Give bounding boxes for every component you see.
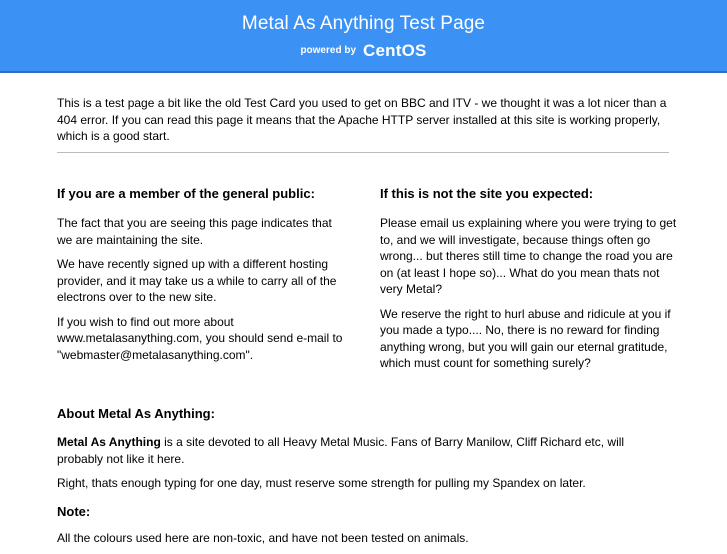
unexpected-site-paragraph: Please email us explaining where you were trying to get to, and we will investigate, because things often go wrong... but theres still time to change the road you are on (at least I hope so)... What do you mean thats not very Metal? bbox=[380, 216, 677, 296]
header-banner bbox=[0, 0, 727, 73]
about-paragraph bbox=[57, 434, 671, 467]
about-section bbox=[57, 406, 671, 554]
unexpected-site-section bbox=[380, 186, 680, 380]
powered-by-label: powered by bbox=[300, 45, 357, 56]
divider bbox=[57, 152, 669, 153]
about-heading: About Metal As Anything: bbox=[57, 406, 215, 421]
centos-logo: CentOS bbox=[363, 41, 427, 60]
general-public-paragraph: The fact that you are seeing this page indicates that we are maintaining the site. bbox=[57, 216, 332, 247]
general-public-heading: If you are a member of the general public: bbox=[57, 186, 315, 201]
general-public-section bbox=[57, 186, 347, 371]
note-heading: Note: bbox=[57, 503, 91, 519]
site-name: Metal As Anything bbox=[57, 435, 161, 449]
intro-paragraph: This is a test page a bit like the old Test Card you used to get on BBC and ITV - we thought it was a lot nicer than a 404 error. If you can read this page it means that the Apache HTTP server installed at this site is working properly, which is a good start. bbox=[57, 96, 667, 143]
about-description: is a site devoted to all Heavy Metal Music. Fans of Barry Manilow, Cliff Richard etc, will probably not like it here. bbox=[57, 435, 625, 466]
page-title: Metal As Anything Test Page bbox=[241, 13, 486, 34]
general-public-paragraph: We have recently signed up with a different hosting provider, and it may take us a while to carry all of the electrons over to the new site. bbox=[57, 257, 337, 304]
unexpected-site-heading: If this is not the site you expected: bbox=[380, 186, 594, 201]
powered-by-line bbox=[0, 41, 727, 61]
about-paragraph-2: Right, thats enough typing for one day, must reserve some strength for pulling my Spandex on later. bbox=[57, 476, 586, 490]
note-text: All the colours used here are non-toxic, and have not been tested on animals. bbox=[57, 530, 469, 545]
general-public-paragraph: If you wish to find out more about www.metalasanything.com, you should send e-mail to "webmaster@metalasanything.com". bbox=[57, 314, 343, 362]
unexpected-site-paragraph: We reserve the right to hurl abuse and ridicule at you if you made a typo.... No, there is no reward for finding anything wrong, but you will gain our eternal gratitude, which must count for something surely? bbox=[380, 306, 671, 370]
